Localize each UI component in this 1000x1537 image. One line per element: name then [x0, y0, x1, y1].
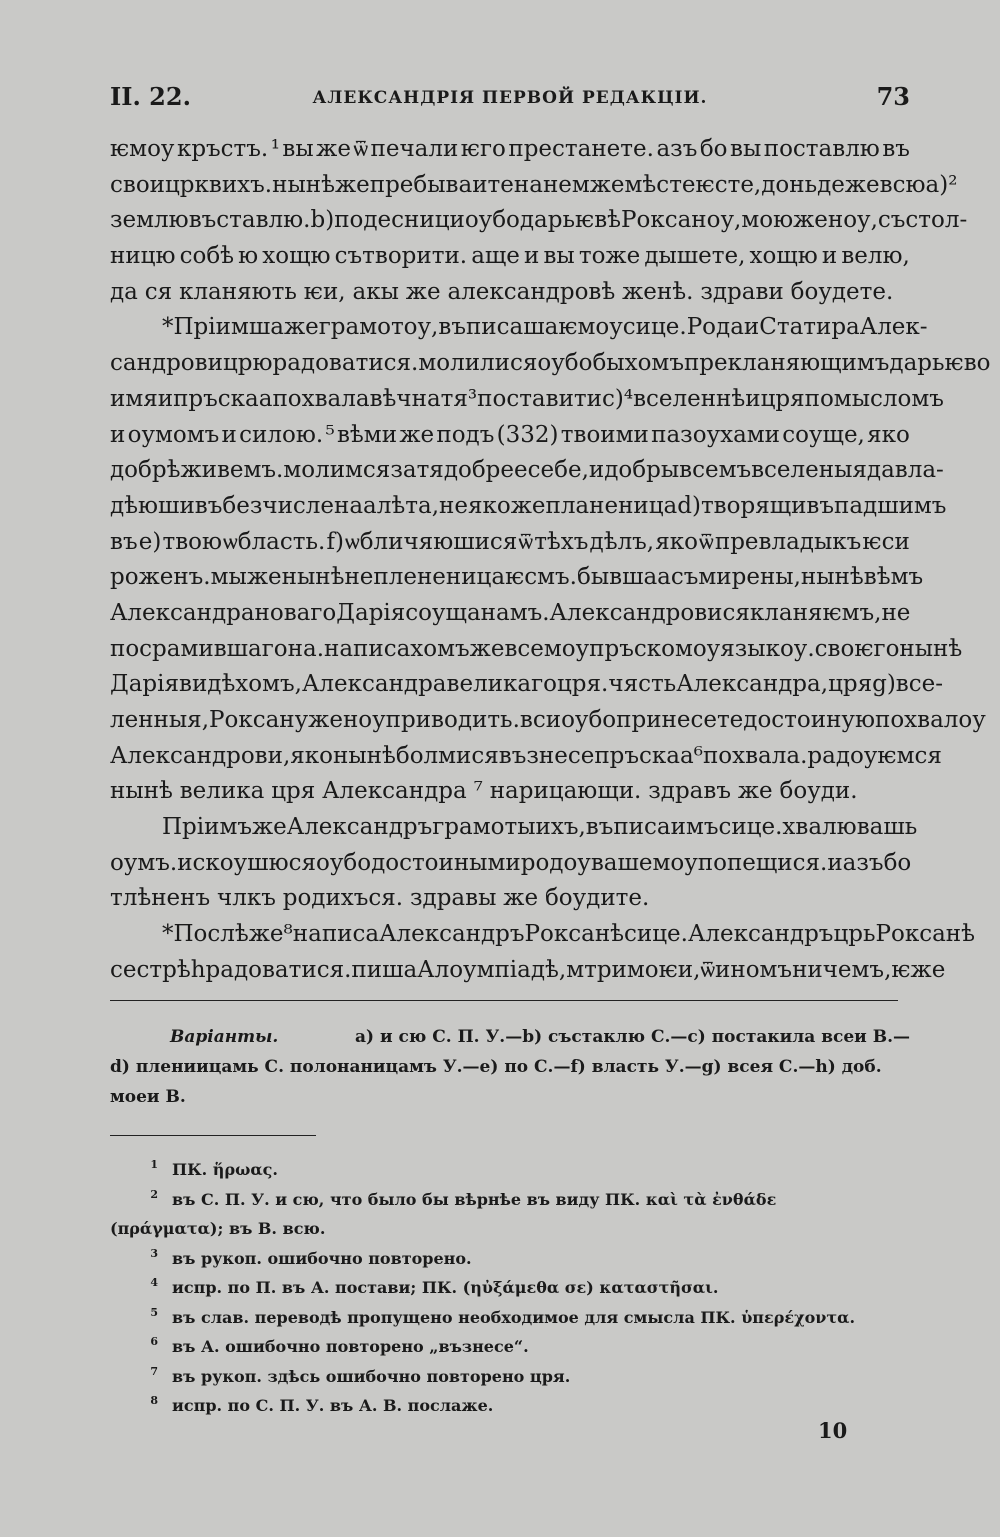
- text-line: сандрови црю радоватися. молилися оубо быхомъ прекланяющимъ дарьѥво: [110, 350, 991, 377]
- variants-line: [110, 1052, 910, 1082]
- text-line: ленныя, Роксану женоу приводить. вси оубо принесете достоиную похвалоу: [110, 707, 986, 733]
- text-line: добрѣ живемъ. молимся за тя добрее себе, и добры всемъ вселеныя да вла-: [110, 457, 944, 484]
- footnote: [110, 1362, 910, 1392]
- footnote: [110, 1185, 910, 1215]
- text-line: оумъ. искоушюся оубо достоиными родоу вашемоу попещися. и азъ бо: [110, 849, 912, 876]
- section-divider: [110, 1000, 898, 1001]
- footnote-text: въ А. ошибочно повторено „възнесе“.: [172, 1337, 529, 1356]
- footnote: [110, 1273, 910, 1303]
- footnote-number: 4: [150, 1276, 158, 1289]
- footnote: [110, 1244, 910, 1274]
- text-line: Александрови, яко нынѣ болми ся възнесе пръскаа ⁶ похвала. радоуѥмся: [110, 742, 942, 769]
- footnote-text: ПК. ἥρωας.: [172, 1160, 278, 1179]
- text-line: ѥмоу кръстъ. ¹ вы же ѿ печали ѥго престанете. азъ бо вы поставлю въ: [110, 136, 910, 162]
- footnote: [110, 1303, 910, 1333]
- text-line: роженъ. мы же нынѣ не плененица ѥсмъ. бывшаа съмирены, нынѣ вѣмъ: [110, 564, 924, 591]
- footnote: [110, 1391, 910, 1421]
- footnote-number: 7: [150, 1364, 158, 1378]
- footnote-number: 3: [150, 1246, 158, 1260]
- variants-line: [110, 1082, 910, 1112]
- text-line: да ся кланяють ѥи, акы же александровѣ женѣ. здрави боудете.: [110, 278, 894, 305]
- variants-text: d) плениицамь С. полонаницамъ У.—e) по С.—f) власть У.—g) всея С.—h) доб.: [110, 1057, 882, 1077]
- text-line: *Пріимша же грамотоу, въписаша ѥмоу сице. Рода и Статира Алек-: [162, 314, 928, 341]
- text-line: Александра новаго Дарія соуща намъ. Александрови ся кланяѥмъ, не: [110, 599, 911, 626]
- variants-label: Варіанты.: [170, 1027, 279, 1047]
- footnote: [110, 1332, 910, 1362]
- footnote-text: въ рукоп. здѣсь ошибочно повторено цря.: [172, 1366, 571, 1386]
- footnotes: [110, 1155, 910, 1421]
- page-folio: 73: [876, 82, 910, 111]
- footnote-text: испр. по С. П. У. въ А. В. послаже.: [172, 1396, 494, 1415]
- variants-line: [170, 1022, 910, 1052]
- text-line: тлѣненъ члкъ родихъся. здравы же боудите.: [110, 885, 650, 912]
- chapter-reference: II. 22.: [110, 82, 191, 111]
- text-line: въ e) твою ѡбласть. f) ѡбличяюшися ѿ тѣхъ дѣлъ, яко ѿ превладыкъ ѥси: [110, 528, 910, 555]
- footnote-number: 1: [150, 1158, 158, 1171]
- footnote-number: 8: [150, 1394, 158, 1407]
- text-line: землю въставлю. b) по десници оубо дарьѥвѣ Роксаноу, мою женоу, състол-: [110, 207, 968, 234]
- footnote-number: 2: [150, 1187, 158, 1201]
- footnote-number: 6: [150, 1335, 158, 1348]
- footnote-text: въ С. П. У. и сю, что было бы вѣрнѣе въ виду ПК. καὶ τὰ ἐνθάδε: [172, 1189, 777, 1209]
- footnote-text: испр. по П. въ А. постави; ПК. (ηὐξάμεθα σε) καταστῆσαι.: [172, 1278, 719, 1297]
- text-line: Дарія видѣхомъ, Александра великаго цря. чясть Александра, цря g) все-: [110, 671, 944, 698]
- main-text: [110, 132, 991, 989]
- variants-text: моеи В.: [110, 1087, 186, 1107]
- footnote-text: въ слав. переводѣ пропущено необходимое для смысла ПК. ὑπερέχοντα.: [172, 1307, 856, 1327]
- text-line: Пріимъ же Александръ грамоты ихъ, въписа имъ сице. хвалю вашь: [162, 814, 918, 841]
- footnote-continuation: (πράγματα); въ В. всю.: [110, 1219, 326, 1238]
- variants-text: а) и сю С. П. У.—b) състаклю С.—c) постакила всеи В.—: [355, 1027, 910, 1047]
- running-title: АЛЕКСАНДРІЯ ПЕРВОЙ РЕДАКЦІИ.: [312, 88, 708, 108]
- signature-mark: 10: [818, 1418, 848, 1443]
- footnote-number: 5: [150, 1305, 158, 1319]
- footnote-text: въ рукоп. ошибочно повторено.: [172, 1248, 472, 1268]
- text-line: и оумомъ и силою. ⁵ вѣми же подъ (332) твоими пазоухами соуще, яко: [110, 421, 910, 448]
- text-line: сестрѣ h радоватися. пиша Алоумпіадѣ, мтри моѥи, ѿ иномъ ничемъ, ѥже: [110, 956, 946, 983]
- text-line: нынѣ велика цря Александра ⁷ нарицающи. здравъ же боуди.: [110, 778, 858, 805]
- running-header: [110, 82, 910, 118]
- text-line: имя и пръскаа похвала вѣчна тя ³ поставити c) ⁴ вселеннѣи цря помысломъ: [110, 385, 944, 412]
- text-line: ницю собѣ ю хощю сътворити. аще и вы тоже дышете, хощю и велю,: [110, 243, 910, 270]
- text-line: посрамившаго на. написахомъ же всемоу пръскомоу языкоу. своѥго нынѣ: [110, 635, 963, 662]
- text-line: дѣюши въ безчисленаа лѣта, не якоже планеница d) творящи въпадшимъ: [110, 492, 947, 519]
- text-line: *Послѣже ⁸ написа Александръ Роксанѣ сице. Александръ црь Роксанѣ: [162, 921, 975, 948]
- text-line: свои црквихъ. нынѣ же пребываите на немже мѣсте ѥсте, доньдеже всю а) ²: [110, 171, 958, 198]
- footnote: [110, 1155, 910, 1185]
- variants-apparatus: [110, 1022, 910, 1112]
- footnote-divider: [110, 1135, 316, 1136]
